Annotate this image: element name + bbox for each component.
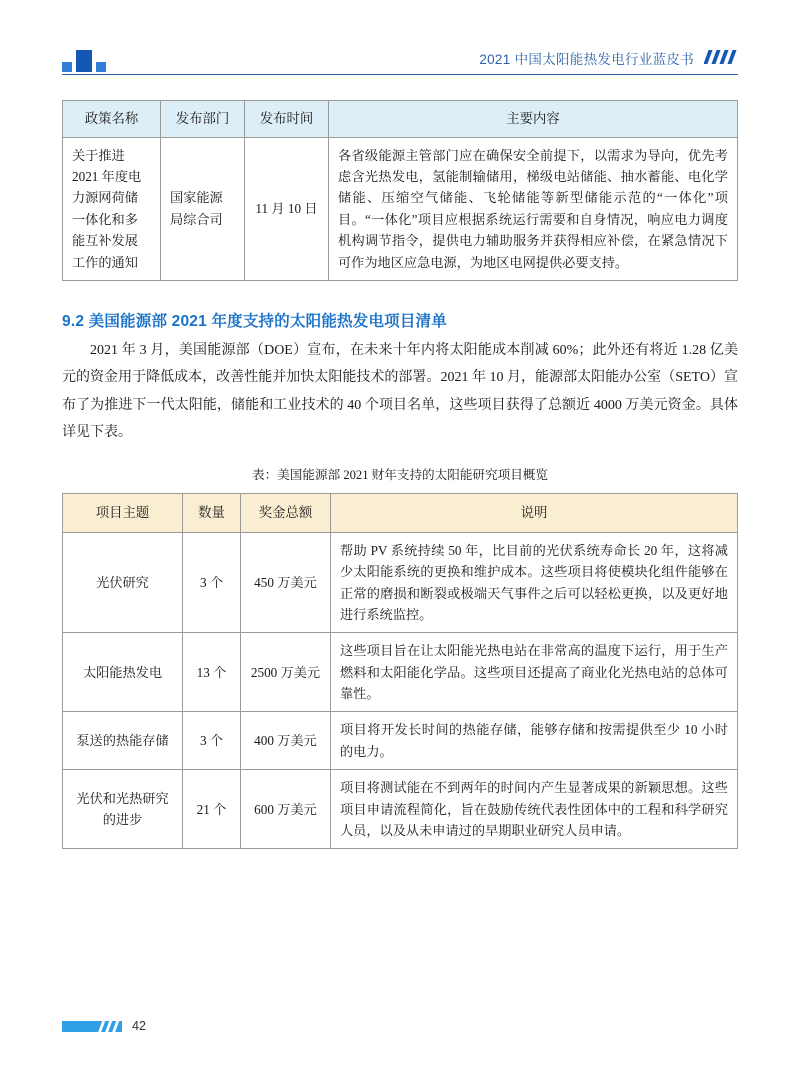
table-row	[63, 532, 738, 633]
table-row	[63, 633, 738, 712]
project-count-cell: 21 个	[183, 770, 241, 849]
table-row	[63, 712, 738, 770]
project-amount-cell: 2500 万美元	[241, 633, 331, 712]
project-count-cell: 3 个	[183, 712, 241, 770]
header-divider	[62, 74, 738, 75]
project-topic-cell: 光伏研究	[63, 532, 183, 633]
table-header-row	[63, 101, 738, 138]
project-amount-cell: 600 万美元	[241, 770, 331, 849]
project-desc-cell: 项目将开发长时间的热能存储，能够存储和按需提供至少 10 小时的电力。	[331, 712, 738, 770]
footer-bar-decoration-icon	[62, 1021, 122, 1032]
policy-date-cell: 11 月 10 日	[245, 137, 329, 280]
header-slash-decoration-icon	[704, 50, 738, 64]
section-paragraph: 2021 年 3 月，美国能源部（DOE）宣布，在未来十年内将太阳能成本削减 60%；此外还有将近 1.28 亿美元的资金用于降低成本，改善性能并加快太阳能技术的部署。2021 年 10 月，能源部太阳能办公室（SETO）宣布了为推进下一代太阳能，储能和工业技术的 40 个项目名单，这些项目获得了总额近 4000 万美元资金。具体详见下表。	[62, 342, 738, 440]
table-header-row	[63, 494, 738, 533]
project-table-header-topic: 项目主题	[63, 494, 183, 533]
project-count-cell: 3 个	[183, 532, 241, 633]
project-desc-cell: 这些项目旨在让太阳能光热电站在非常高的温度下运行，用于生产燃料和太阳能化学品。这些项目还提高了商业化光热电站的总体可靠性。	[331, 633, 738, 712]
project-table	[62, 493, 738, 849]
policy-table-header-date: 发布时间	[245, 101, 329, 138]
project-table-header-count: 数量	[183, 494, 241, 533]
header-logo-marks	[62, 50, 106, 72]
policy-table-header-name: 政策名称	[63, 101, 161, 138]
project-table-header-amount: 奖金总额	[241, 494, 331, 533]
policy-dept-cell: 国家能源局综合司	[161, 137, 245, 280]
page-footer	[62, 1019, 146, 1033]
project-desc-cell: 帮助 PV 系统持续 50 年，比目前的光伏系统寿命长 20 年，这将减少太阳能系统的更换和维护成本。这些项目将使模块化组件能够在正常的磨损和断裂或极端天气事件之后可以轻松更换，以及更好地进行系统监控。	[331, 532, 738, 633]
header-square-large-icon	[76, 50, 92, 72]
page-content	[62, 100, 738, 849]
project-table-caption: 表：美国能源部 2021 财年支持的太阳能研究项目概览	[252, 468, 548, 483]
project-topic-cell: 太阳能热发电	[63, 633, 183, 712]
policy-table	[62, 100, 738, 281]
policy-name-cell: 关于推进 2021 年度电力源网荷储一体化和多能互补发展工作的通知	[63, 137, 161, 280]
project-amount-cell: 400 万美元	[241, 712, 331, 770]
page-number: 42	[132, 1019, 146, 1033]
table-row	[63, 137, 738, 280]
project-desc-cell: 项目将测试能在不到两年的时间内产生显著成果的新颖思想。这些项目申请流程简化，旨在鼓励传统代表性团体中的工程和科学研究人员，以及从未申请过的早期职业研究人员申请。	[331, 770, 738, 849]
section-heading: 9.2 美国能源部 2021 年度支持的太阳能热发电项目清单	[62, 312, 447, 330]
project-topic-cell: 泵送的热能存储	[63, 712, 183, 770]
project-topic-cell: 光伏和光热研究的进步	[63, 770, 183, 849]
table-row	[63, 770, 738, 849]
header-square-small-right-icon	[96, 62, 106, 72]
policy-table-header-content: 主要内容	[329, 101, 738, 138]
header-title: 2021 中国太阳能热发电行业蓝皮书	[479, 52, 694, 67]
header-square-small-left-icon	[62, 62, 72, 72]
page-header	[62, 44, 738, 80]
policy-table-header-dept: 发布部门	[161, 101, 245, 138]
project-count-cell: 13 个	[183, 633, 241, 712]
project-amount-cell: 450 万美元	[241, 532, 331, 633]
project-table-header-desc: 说明	[331, 494, 738, 533]
policy-content-cell: 各省级能源主管部门应在确保安全前提下，以需求为导向，优先考虑含光热发电，氢能制输储用，梯级电站储能、抽水蓄能、电化学储能、压缩空气储能、飞轮储能等新型储能示范的“一体化”项目。“一体化”项目应根据系统运行需要和自身情况，响应电力调度机构调节指令，提供电力辅助服务并获得相应补偿，在紧急情况下可作为地区应急电源，为地区电网提供必要支持。	[329, 137, 738, 280]
